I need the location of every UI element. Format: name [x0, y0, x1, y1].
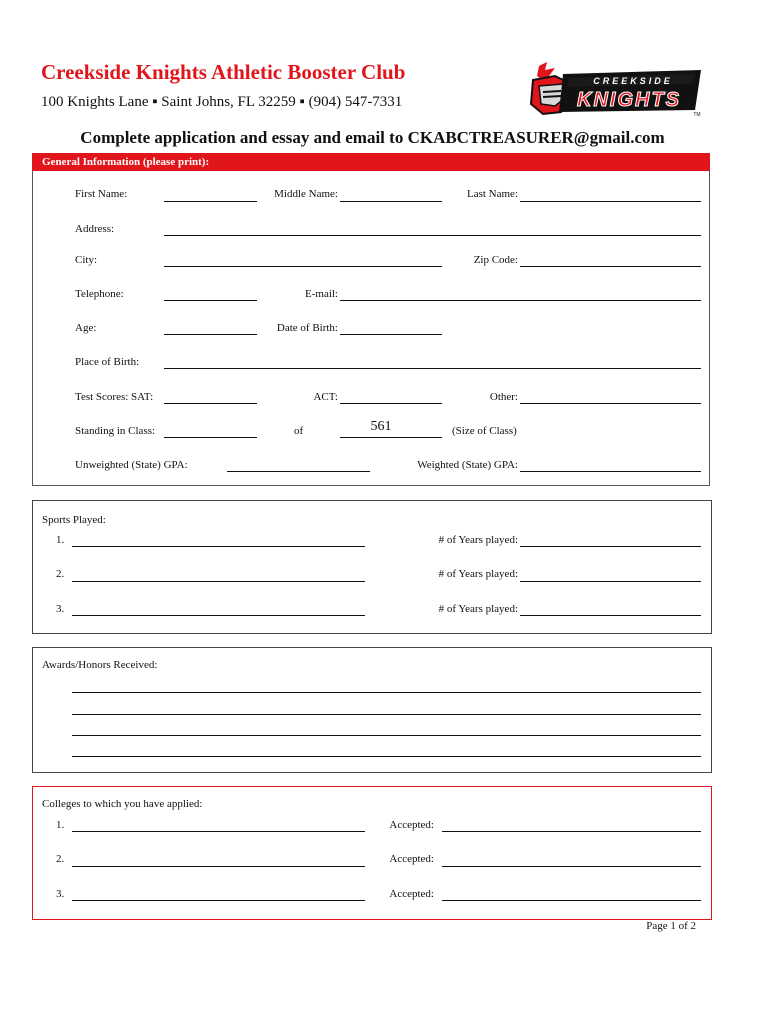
college-1-accepted-field[interactable] [442, 831, 701, 832]
knights-logo [525, 62, 705, 118]
sport-number-3: 3. [56, 603, 65, 615]
general-info-header: General Information (please print): [32, 153, 710, 171]
weighted-gpa-label: Weighted (State) GPA: [417, 459, 518, 471]
first-name-label: First Name: [75, 188, 128, 200]
telephone-field[interactable] [164, 300, 257, 301]
other-label: Other: [489, 391, 518, 403]
awards-line-3[interactable] [72, 735, 701, 736]
college-number-2: 2. [56, 853, 65, 865]
awards-line-1[interactable] [72, 692, 701, 693]
class-size-value: 561 [370, 419, 392, 434]
telephone-label: Telephone: [75, 288, 124, 300]
awards-title: Awards/Honors Received: [42, 659, 158, 671]
place-of-birth-label: Place of Birth: [75, 356, 140, 368]
college-1-accepted-label: Accepted: [389, 819, 434, 831]
club-title: Creekside Knights Athletic Booster Club [41, 60, 406, 84]
email-label: E-mail: [305, 288, 338, 300]
sport-2-years-field[interactable] [520, 581, 701, 582]
college-3-accepted-label: Accepted: [389, 888, 434, 900]
size-of-class-label: (Size of Class) [452, 425, 517, 437]
city-field[interactable] [164, 266, 442, 267]
sat-label: Test Scores: SAT: [75, 391, 154, 403]
dob-field[interactable] [340, 334, 442, 335]
sport-3-years-label: # of Years played: [438, 603, 518, 615]
logo-top-word: CREEKSIDE [593, 76, 673, 86]
club-address: 100 Knights Lane ▪ Saint Johns, FL 32259 ▪ (904) 547-7331 [41, 94, 403, 110]
sport-2-years-label: # of Years played: [438, 568, 518, 580]
age-label: Age: [75, 322, 97, 334]
act-label: ACT: [313, 391, 338, 403]
middle-name-field[interactable] [340, 201, 442, 202]
address-field[interactable] [164, 235, 701, 236]
place-of-birth-field[interactable] [164, 368, 701, 369]
sport-2-field[interactable] [72, 581, 365, 582]
logo-main-word: KNIGHTS [577, 89, 681, 111]
college-1-field[interactable] [72, 831, 365, 832]
last-name-field[interactable] [520, 201, 701, 202]
zip-field[interactable] [520, 266, 701, 267]
college-2-accepted-label: Accepted: [389, 853, 434, 865]
of-label: of [294, 425, 304, 437]
email-field[interactable] [340, 300, 701, 301]
page-number: Page 1 of 2 [646, 920, 696, 932]
sport-3-field[interactable] [72, 615, 365, 616]
weighted-gpa-field[interactable] [520, 471, 701, 472]
college-2-accepted-field[interactable] [442, 866, 701, 867]
unweighted-gpa-field[interactable] [227, 471, 370, 472]
last-name-label: Last Name: [466, 188, 518, 200]
sport-number-1: 1. [56, 534, 65, 546]
middle-name-label: Middle Name: [274, 188, 338, 200]
college-2-field[interactable] [72, 866, 365, 867]
act-field[interactable] [340, 403, 442, 404]
sports-section [32, 500, 712, 634]
college-3-accepted-field[interactable] [442, 900, 701, 901]
city-label: City: [75, 254, 98, 266]
other-field[interactable] [520, 403, 701, 404]
zip-label: Zip Code: [473, 254, 518, 266]
college-3-field[interactable] [72, 900, 365, 901]
awards-line-4[interactable] [72, 756, 701, 757]
sport-1-years-field[interactable] [520, 546, 701, 547]
college-number-1: 1. [56, 819, 65, 831]
colleges-title: Colleges to which you have applied: [42, 798, 203, 810]
awards-line-2[interactable] [72, 714, 701, 715]
sport-3-years-field[interactable] [520, 615, 701, 616]
sport-1-field[interactable] [72, 546, 365, 547]
sport-number-2: 2. [56, 568, 65, 580]
unweighted-gpa-label: Unweighted (State) GPA: [75, 459, 188, 471]
first-name-field[interactable] [164, 201, 257, 202]
address-label: Address: [75, 223, 115, 235]
class-size-field[interactable] [340, 437, 442, 438]
dob-label: Date of Birth: [276, 322, 338, 334]
sat-field[interactable] [164, 403, 257, 404]
sports-title: Sports Played: [42, 514, 106, 526]
instruction-text: Complete application and essay and email to CKABCTREASURER@gmail.com [80, 128, 665, 147]
logo-tm: TM [693, 112, 701, 118]
standing-label: Standing in Class: [75, 425, 156, 437]
age-field[interactable] [164, 334, 257, 335]
college-number-3: 3. [56, 888, 65, 900]
standing-field[interactable] [164, 437, 257, 438]
sport-1-years-label: # of Years played: [438, 534, 518, 546]
